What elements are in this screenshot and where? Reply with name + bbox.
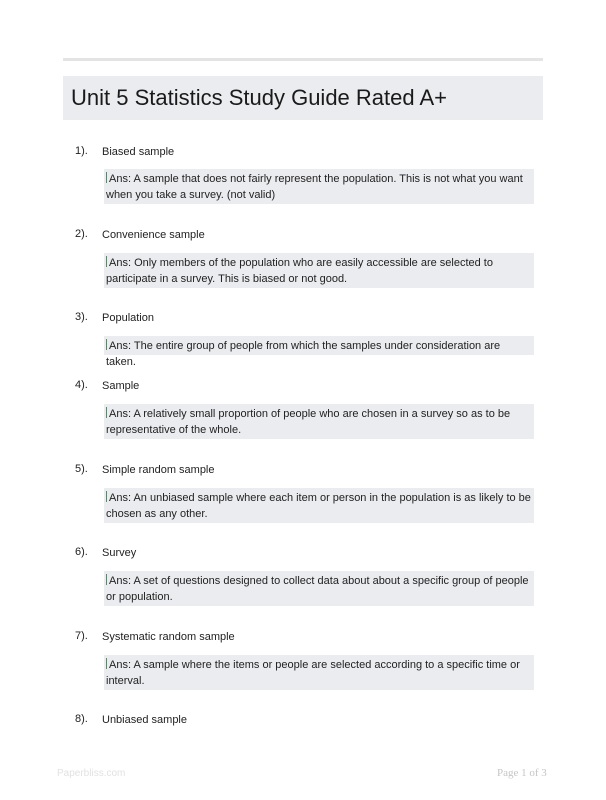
answer-box — [104, 404, 534, 439]
question-term: Unbiased sample — [102, 714, 187, 726]
answer-text: Ans: The entire group of people from which the samples under consideration are taken. — [106, 340, 501, 368]
answer-text: Ans: A set of questions designed to collect data about about a specific group of people or population. — [106, 575, 529, 603]
question-number: 1). — [75, 145, 88, 157]
question-number: 7). — [75, 630, 88, 642]
question-number: 5). — [75, 463, 88, 475]
answer-marker — [106, 339, 107, 350]
answer-marker — [106, 256, 107, 267]
answer-box — [104, 571, 534, 606]
question-number: 3). — [75, 311, 88, 323]
answer-marker — [106, 658, 107, 669]
answer-text: Ans: A sample where the items or people are selected according to a specific time or interval. — [106, 659, 520, 687]
answer-marker — [106, 574, 107, 585]
question-term: Convenience sample — [102, 229, 205, 241]
question-term: Survey — [102, 547, 137, 559]
answer-marker — [106, 407, 107, 418]
question-term: Simple random sample — [102, 464, 215, 476]
question-term: Biased sample — [102, 146, 175, 158]
question-number: 2). — [75, 228, 88, 240]
top-divider — [63, 58, 543, 61]
answer-text: Ans: Only members of the population who are easily accessible are selected to participate in a survey. This is biased or not good. — [106, 257, 493, 285]
question-term: Population — [102, 312, 154, 324]
answer-marker — [106, 172, 107, 183]
footer-watermark: Paperbliss.com — [57, 768, 126, 779]
answer-text: Ans: An unbiased sample where each item or person in the population is as likely to be chosen as any other. — [106, 492, 531, 520]
question-number: 8). — [75, 713, 88, 725]
title-banner — [63, 76, 543, 120]
answer-box — [104, 336, 534, 368]
page-title: Unit 5 Statistics Study Guide Rated A+ — [71, 85, 448, 110]
answer-box — [104, 488, 534, 523]
page-number: Page 1 of 3 — [497, 767, 547, 779]
answer-box — [104, 655, 534, 690]
question-term: Systematic random sample — [102, 631, 235, 643]
answer-marker — [106, 491, 107, 502]
answer-box — [104, 253, 534, 288]
question-number: 6). — [75, 546, 88, 558]
question-number: 4). — [75, 379, 88, 391]
answer-text: Ans: A relatively small proportion of people who are chosen in a survey so as to be representative of the whole. — [106, 408, 511, 436]
answer-text: Ans: A sample that does not fairly represent the population. This is not what you want when you take a survey. (not valid) — [106, 173, 523, 201]
answer-box — [104, 169, 534, 204]
question-term: Sample — [102, 380, 140, 392]
